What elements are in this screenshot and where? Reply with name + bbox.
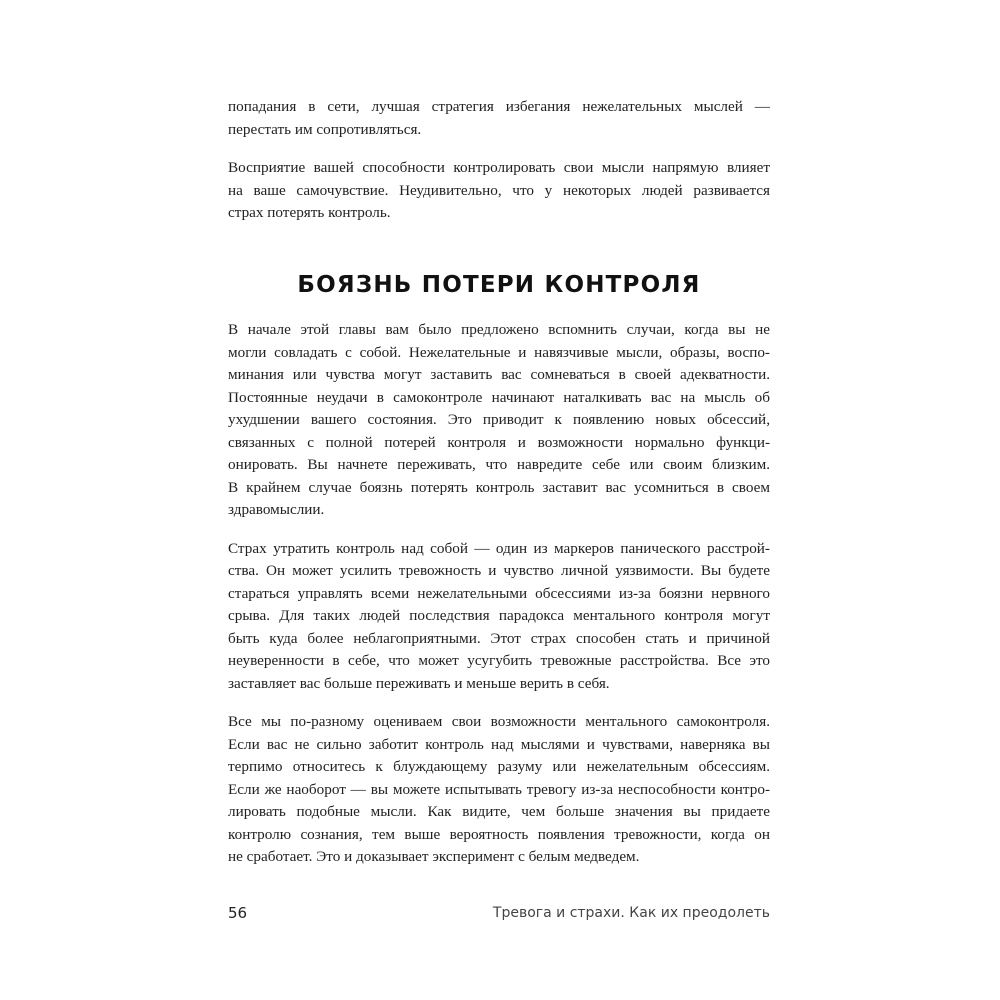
text-line: на ваше самочувствие. Неудивительно, что у некоторых людей развивается: [228, 181, 770, 199]
text-line: онировать. Вы начнете переживать, что навредите себе или своим близким.: [228, 456, 770, 473]
text-line: перестать им сопротивляться.: [228, 120, 422, 138]
section-paragraph-1: [228, 319, 770, 522]
text-line: заставляет вас больше переживать и меньше верить в себя.: [228, 674, 610, 692]
text-line: не сработает. Это и доказывает эксперимент с белым медведем.: [228, 848, 640, 865]
section-paragraph-2: [228, 538, 770, 696]
text-line: неуверенности в себе, что может усугубить тревожные расстройства. Все это: [228, 652, 770, 669]
text-line: В начале этой главы вам было предложено вспомнить случаи, когда вы не: [228, 321, 770, 338]
intro-paragraph-1: [228, 96, 770, 141]
intro-paragraph-2: [228, 157, 770, 225]
text-line: лировать подобные мысли. Как видите, чем больше значения вы придаете: [228, 803, 770, 820]
text-line: могли совладать с собой. Нежелательные и навязчивые мысли, образы, воспо-: [228, 343, 770, 361]
text-line: Если же наоборот — вы можете испытывать тревогу из-за неспособности контро-: [228, 780, 770, 798]
section-heading: БОЯЗНЬ ПОТЕРИ КОНТРОЛЯ: [297, 272, 701, 298]
text-line: быть куда более неблагоприятными. Этот страх способен стать и причиной: [228, 629, 770, 647]
section-text: [228, 319, 770, 869]
text-line: страх потерять контроль.: [228, 204, 391, 221]
text-line: контролю сознания, тем выше вероятность появления тревожности, когда он: [228, 825, 770, 843]
intro-text: [228, 96, 770, 225]
text-line: срыва. Для таких людей последствия парадокса ментального контроля могут: [228, 607, 770, 624]
text-line: здравомыслии.: [228, 501, 325, 518]
text-line: В крайнем случае боязнь потерять контроль заставит вас усомниться в своем: [228, 478, 770, 496]
page-number: 56: [228, 904, 248, 922]
section-paragraph-3: [228, 711, 770, 869]
text-line: Постоянные неудачи в самоконтроле начинают наталкивать вас на мысль об: [228, 388, 770, 406]
text-line: ства. Он может усилить тревожность и чувство личной уязвимости. Вы будете: [228, 562, 770, 579]
text-line: связанных с полной потерей контроля и возможности нормально функци-: [228, 433, 770, 451]
text-line: минания или чувства могут заставить вас сомневаться в своей адекватности.: [228, 366, 770, 383]
text-line: ухудшении вашего состояния. Это приводит к появлению новых обсессий,: [228, 411, 770, 428]
text-line: Страх утратить контроль над собой — один из маркеров панического расстрой-: [228, 539, 770, 557]
text-line: стараться управлять всеми нежелательными обсессиями из-за боязни нервного: [228, 584, 770, 602]
running-title: Тревога и страхи. Как их преодолеть: [492, 905, 770, 921]
text-line: Восприятие вашей способности контролировать свои мысли напрямую влияет: [228, 159, 770, 176]
text-line: терпимо относитесь к блуждающему разуму или нежелательным обсессиям.: [228, 758, 770, 775]
text-line: Если вас не сильно заботит контроль над мыслями и чувствами, наверняка вы: [228, 735, 770, 753]
text-line: Все мы по-разному оцениваем свои возможности ментального самоконтроля.: [228, 713, 770, 730]
text-line: попадания в сети, лучшая стратегия избегания нежелательных мыслей —: [228, 98, 770, 115]
